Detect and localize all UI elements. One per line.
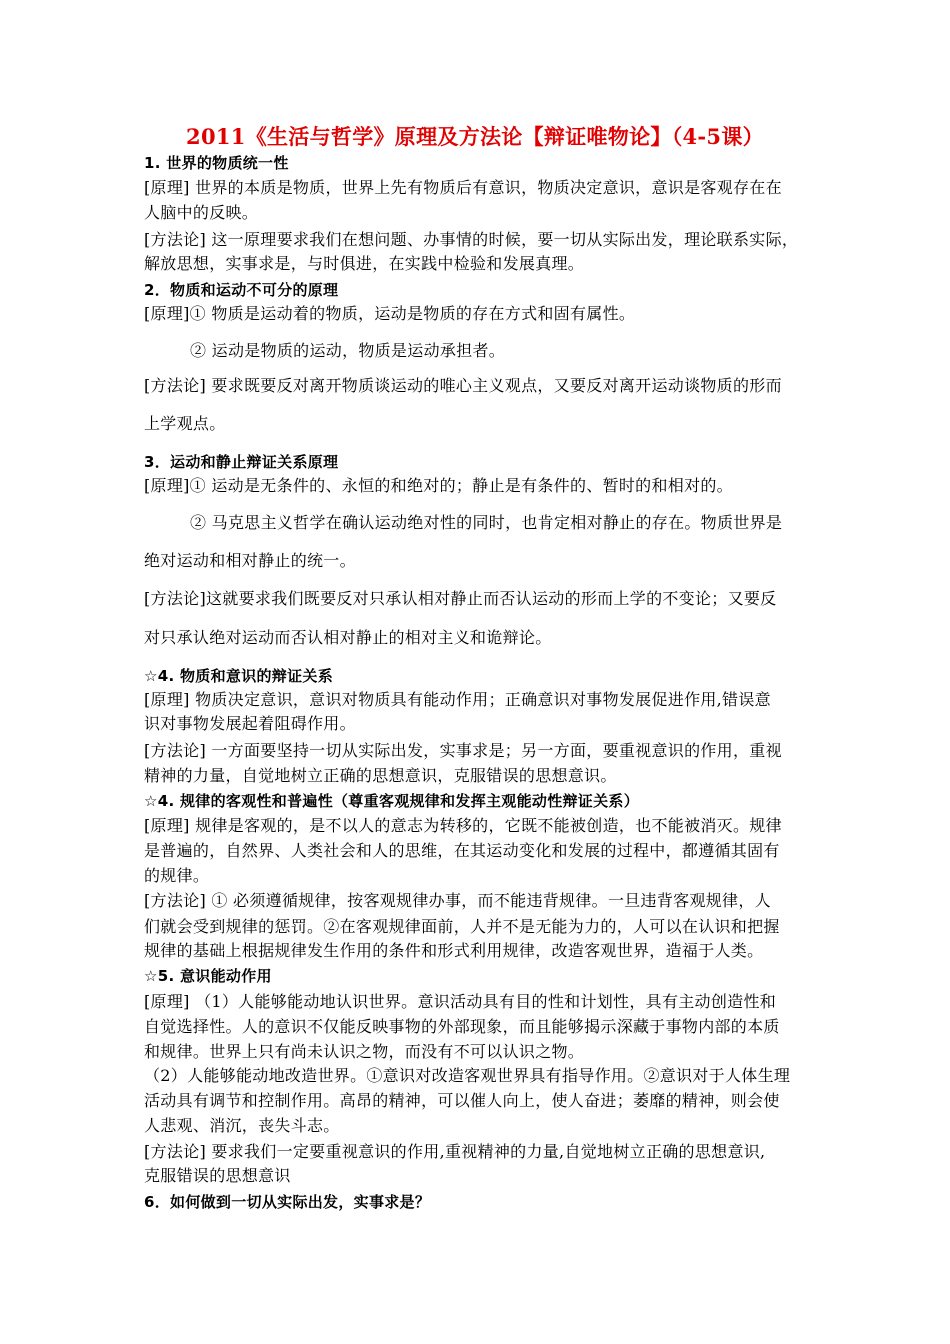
section-heading: 1. 世界的物质统一性 xyxy=(144,154,289,172)
body-line: 克服错误的思想意识 xyxy=(144,1166,291,1185)
body-line: [方法论] ① 必须遵循规律，按客观规律办事，而不能违背规律。一旦违背客观规律，人 xyxy=(144,891,771,910)
body-line: [方法论] 要求我们一定要重视意识的作用,重视精神的力量,自觉地树立正确的思想意识, xyxy=(144,1142,766,1161)
body-line: 自觉选择性。人的意识不仅能反映事物的外部现象，而且能够揭示深藏于事物内部的本质 xyxy=(144,1017,780,1036)
body-line: [方法论] 一方面要坚持一切从实际出发，实事求是；另一方面，要重视意识的作用，重视 xyxy=(144,741,782,760)
body-line: [原理] 物质决定意识，意识对物质具有能动作用；正确意识对事物发展促进作用,错误意 xyxy=(144,690,771,709)
document-title: 2011《生活与哲学》原理及方法论【辩证唯物论】（4-5课） xyxy=(186,124,764,149)
body-line: 活动具有调节和控制作用。高昂的精神，可以催人向上，使人奋进；萎靡的精神，则会使 xyxy=(144,1091,780,1110)
body-line: [原理]① 物质是运动着的物质，运动是物质的存在方式和固有属性。 xyxy=(144,304,636,323)
section-heading: 2．物质和运动不可分的原理 xyxy=(144,281,339,299)
body-line: [原理] （1）人能够能动地认识世界。意识活动具有目的性和计划性，具有主动创造性和 xyxy=(144,992,777,1011)
body-line: 解放思想，实事求是，与时俱进，在实践中检验和发展真理。 xyxy=(144,254,585,273)
body-line: [原理]① 运动是无条件的、永恒的和绝对的；静止是有条件的、暂时的和相对的。 xyxy=(144,476,733,495)
body-line: [方法论]这就要求我们既要反对只承认相对静止而否认运动的形而上学的不变论；又要反 xyxy=(144,589,777,608)
section-heading: 6．如何做到一切从实际出发，实事求是？ xyxy=(144,1193,431,1211)
body-line: [方法论] 这一原理要求我们在想问题、办事情的时候，要一切从实际出发，理论联系实际， xyxy=(144,230,799,249)
body-line: 和规律。世界上只有尚未认识之物，而没有不可以认识之物。 xyxy=(144,1042,585,1061)
section-heading: ☆4. 规律的客观性和普遍性（尊重客观规律和发挥主观能动性辩证关系） xyxy=(144,792,640,810)
body-line: 的规律。 xyxy=(144,866,210,885)
body-line: 上学观点。 xyxy=(144,414,226,433)
body-line: ② 马克思主义哲学在确认运动绝对性的同时，也肯定相对静止的存在。物质世界是 xyxy=(190,513,783,532)
body-line: 识对事物发展起着阻碍作用。 xyxy=(144,714,356,733)
body-line: （2）人能够能动地改造世界。①意识对改造客观世界具有指导作用。②意识对于人体生理 xyxy=(144,1066,791,1085)
body-line: 们就会受到规律的惩罚。②在客观规律面前，人并不是无能为力的，人可以在认识和把握 xyxy=(144,917,780,936)
body-line: 精神的力量，自觉地树立正确的思想意识，克服错误的思想意识。 xyxy=(144,766,617,785)
body-line: ② 运动是物质的运动，物质是运动承担者。 xyxy=(190,341,506,360)
body-line: 人脑中的反映。 xyxy=(144,203,259,222)
body-line: [原理] 世界的本质是物质，世界上先有物质后有意识，物质决定意识，意识是客观存在在 xyxy=(144,178,782,197)
section-heading: ☆4. 物质和意识的辩证关系 xyxy=(144,667,334,685)
body-line: 对只承认绝对运动而否认相对静止的相对主义和诡辩论。 xyxy=(144,628,552,647)
body-line: [原理] 规律是客观的，是不以人的意志为转移的，它既不能被创造，也不能被消灭。规律 xyxy=(144,816,782,835)
section-heading: ☆5. 意识能动作用 xyxy=(144,967,272,985)
section-heading: 3．运动和静止辩证关系原理 xyxy=(144,453,339,471)
body-line: 规律的基础上根据规律发生作用的条件和形式利用规律，改造客观世界，造福于人类。 xyxy=(144,941,764,960)
body-line: 绝对运动和相对静止的统一。 xyxy=(144,551,356,570)
body-line: [方法论] 要求既要反对离开物质谈运动的唯心主义观点，又要反对离开运动谈物质的形而 xyxy=(144,376,782,395)
body-line: 是普遍的，自然界、人类社会和人的思维，在其运动变化和发展的过程中，都遵循其固有 xyxy=(144,841,780,860)
body-line: 人悲观、消沉，丧失斗志。 xyxy=(144,1116,340,1135)
